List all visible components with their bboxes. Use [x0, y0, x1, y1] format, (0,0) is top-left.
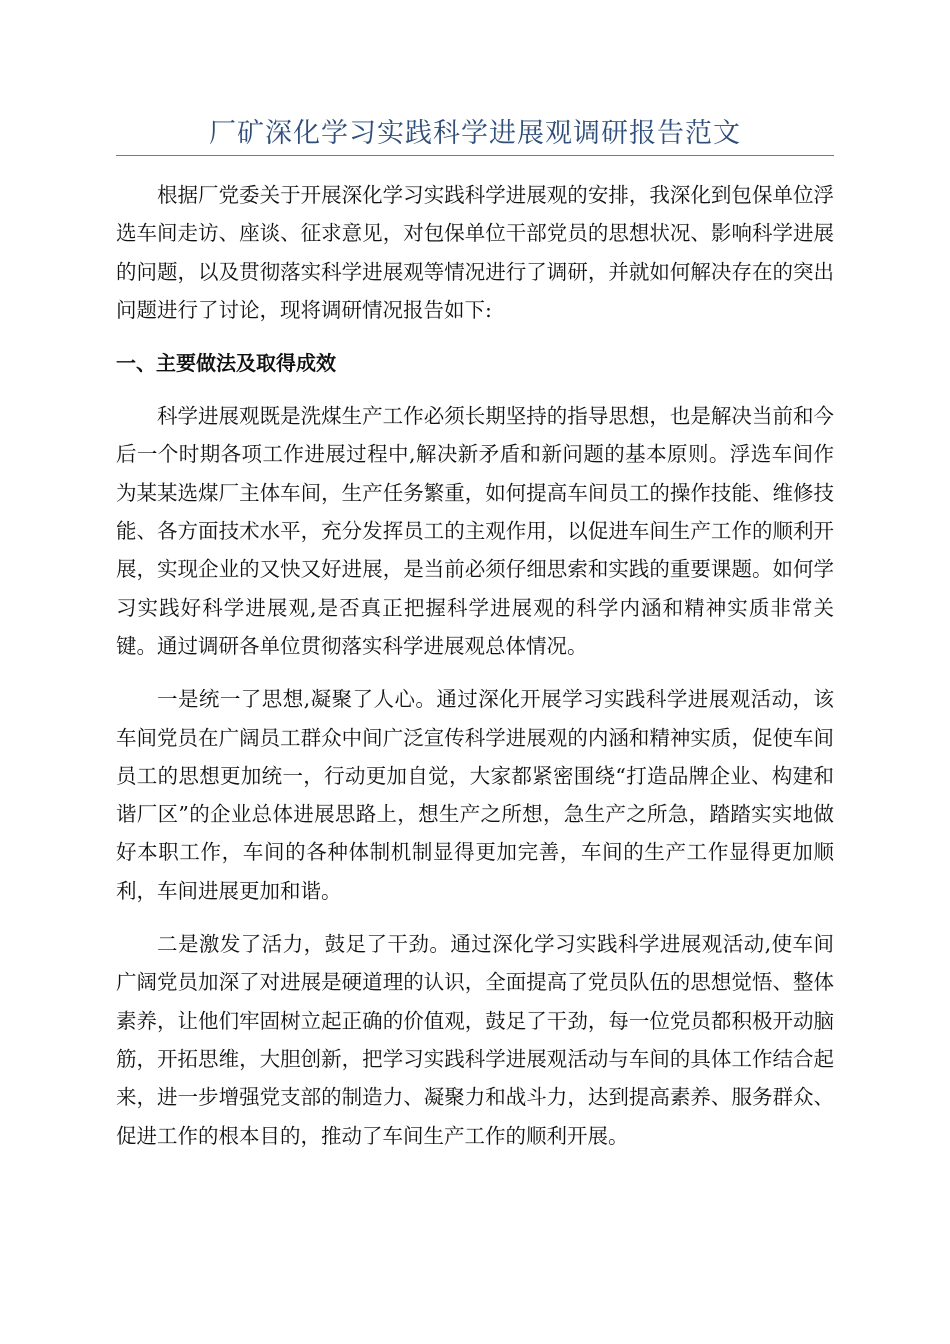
document-title: 厂矿深化学习实践科学进展观调研报告范文 — [209, 118, 741, 149]
document-body — [116, 176, 834, 1170]
intro-paragraph: 根据厂党委关于开展深化学习实践科学进展观的安排，我深化到包保单位浮选车间走访、座谈、征求意见，对包保单位干部党员的思想状况、影响科学进展的问题，以及贯彻落实科学进展观等情况进行了调研，并就如何解决存在的突出问题进行了讨论，现将调研情况报告如下: — [116, 183, 834, 322]
body-paragraph-1: 科学进展观既是洗煤生产工作必须长期坚持的指导思想，也是解决当前和今后一个时期各项工作进展过程中,解决新矛盾和新问题的基本原则。浮选车间作为某某选煤厂主体车间，生产任务繁重，如何提高车间员工的操作技能、维修技能、各方面技术水平，充分发挥员工的主观作用，以促进车间生产工作的顺利开展，实现企业的又快又好进展，是当前必须仔细思索和实践的重要课题。如何学习实践好科学进展观,是否真正把握科学进展观的科学内涵和精神实质非常关键。通过调研各单位贯彻落实科学进展观总体情况。 — [116, 404, 834, 658]
body-paragraph-2: 一是统一了思想,凝聚了人心。通过深化开展学习实践科学进展观活动，该车间党员在广阔员工群众中间广泛宣传科学进展观的内涵和精神实质，促使车间员工的思想更加统一，行动更加自觉，大家都紧密围绕“打造品牌企业、构建和谐厂区”的企业总体进展思路上，想生产之所想，急生产之所急，踏踏实实地做好本职工作，车间的各种体制机制显得更加完善，车间的生产工作显得更加顺利，车间进展更加和谐。 — [116, 687, 834, 903]
section-heading: 一、主要做法及取得成效 — [116, 351, 336, 376]
title-underline — [116, 155, 834, 156]
body-paragraph-3: 二是激发了活力，鼓足了干劲。通过深化学习实践科学进展观活动,使车间广阔党员加深了对进展是硬道理的认识，全面提高了党员队伍的思想觉悟、整体素养，让他们牢固树立起正确的价值观，鼓足了干劲，每一位党员都积极开动脑筋，开拓思维，大胆创新，把学习实践科学进展观活动与车间的具体工作结合起来，进一步增强党支部的制造力、凝聚力和战斗力，达到提高素养、服务群众、促进工作的根本目的，推动了车间生产工作的顺利开展。 — [116, 932, 834, 1148]
